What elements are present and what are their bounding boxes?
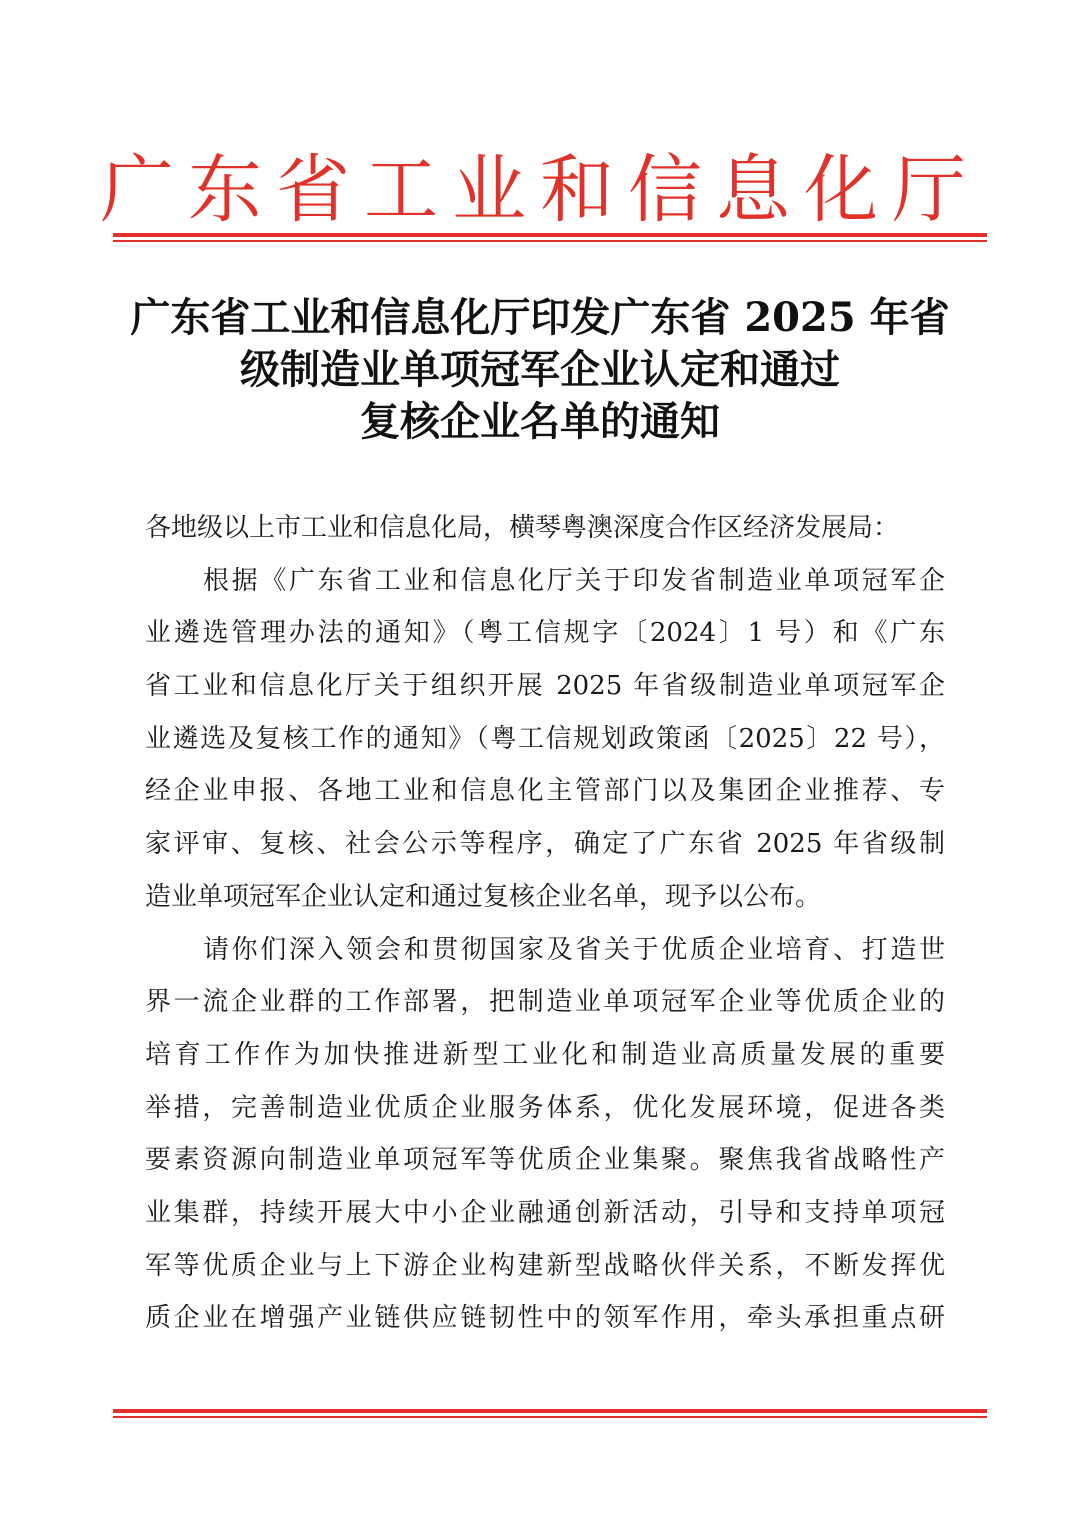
body-line: 要素资源向制造业单项冠军等优质企业集聚。聚焦我省战略性产 bbox=[145, 1145, 945, 1176]
body-line: 业遴选及复核工作的通知》（粤工信规划政策函〔2025〕22 号）， bbox=[145, 723, 945, 754]
issuer-masthead: 广东省工业和信息化厅 bbox=[100, 147, 980, 233]
body-line: 根据《广东省工业和信息化厅关于印发省制造业单项冠军企 bbox=[203, 565, 945, 596]
document-title bbox=[90, 292, 990, 448]
body-line: 造业单项冠军企业认定和通过复核企业名单，现予以公布。 bbox=[145, 881, 822, 912]
title-line: 级制造业单项冠军企业认定和通过 bbox=[240, 346, 840, 393]
body-line: 家评审、复核、社会公示等程序，确定了广东省 2025 年省级制 bbox=[145, 829, 945, 860]
body-line: 请你们深入领会和贯彻国家及省关于优质企业培育、打造世 bbox=[203, 934, 945, 965]
body-line: 业集群，持续开展大中小企业融通创新活动，引导和支持单项冠 bbox=[145, 1197, 945, 1228]
body-line: 举措，完善制造业优质企业服务体系，优化发展环境，促进各类 bbox=[145, 1092, 945, 1123]
salutation: 各地级以上市工业和信息化局，横琴粤澳深度合作区经济发展局： bbox=[145, 513, 900, 543]
body-line: 省工业和信息化厅关于组织开展 2025 年省级制造业单项冠军企 bbox=[145, 671, 945, 702]
document-body bbox=[145, 502, 945, 1345]
body-line: 界一流企业群的工作部署，把制造业单项冠军企业等优质企业的 bbox=[145, 987, 945, 1018]
title-line: 复核企业名单的通知 bbox=[360, 398, 720, 445]
body-line: 培育工作作为加快推进新型工业化和制造业高质量发展的重要 bbox=[145, 1039, 945, 1070]
header-divider bbox=[113, 233, 987, 242]
footer-divider bbox=[113, 1409, 987, 1418]
body-line: 业遴选管理办法的通知》（粤工信规字〔2024〕1 号）和《广东 bbox=[145, 618, 945, 649]
body-line: 质企业在增强产业链供应链韧性中的领军作用，牵头承担重点研 bbox=[145, 1303, 945, 1334]
body-line: 经企业申报、各地工业和信息化主管部门以及集团企业推荐、专 bbox=[145, 776, 945, 807]
title-line: 广东省工业和信息化厅印发广东省 2025 年省 bbox=[130, 294, 950, 341]
body-line: 军等优质企业与上下游企业构建新型战略伙伴关系，不断发挥优 bbox=[145, 1250, 945, 1281]
